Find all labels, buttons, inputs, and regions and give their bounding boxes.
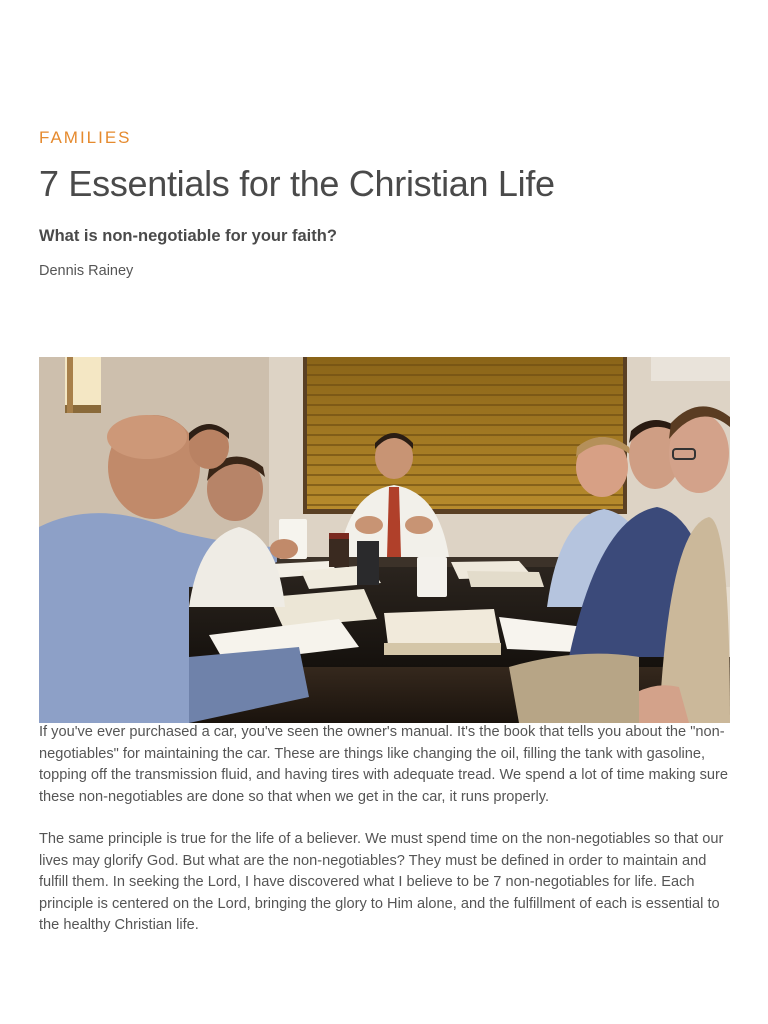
article-title: 7 Essentials for the Christian Life xyxy=(39,163,555,204)
article-subtitle: What is non-negotiable for your faith? xyxy=(39,227,337,245)
group-discussion-photo xyxy=(39,357,730,723)
article-body xyxy=(39,722,730,958)
body-paragraph: The same principle is true for the life of a believer. We must spend time on the non-negotiables so that our lives may glorify God. But what are the non-negotiables? They must be defined in order to maintain and fulfill them. In seeking the Lord, I have discovered what I believe to be 7 non-negotiables for life. Each principle is centered on the Lord, bringing the glory to Him alone, and the fulfillment of each is essential to the healthy Christian life. xyxy=(39,831,724,933)
body-paragraph: If you've ever purchased a car, you've seen the owner's manual. It's the book that tells you about the "non-negotiables" for maintaining the car. These are things like changing the oil, filling the tank with gasoline, topping off the transmission fluid, and having tires with adequate tread. We spend a lot of time making sure these non-negotiables are done so that when we get in the car, it runs properly. xyxy=(39,724,729,805)
author-link[interactable]: Dennis Rainey xyxy=(39,263,134,279)
category-link[interactable]: FAMILIES xyxy=(39,128,132,147)
hero-image xyxy=(39,357,730,723)
